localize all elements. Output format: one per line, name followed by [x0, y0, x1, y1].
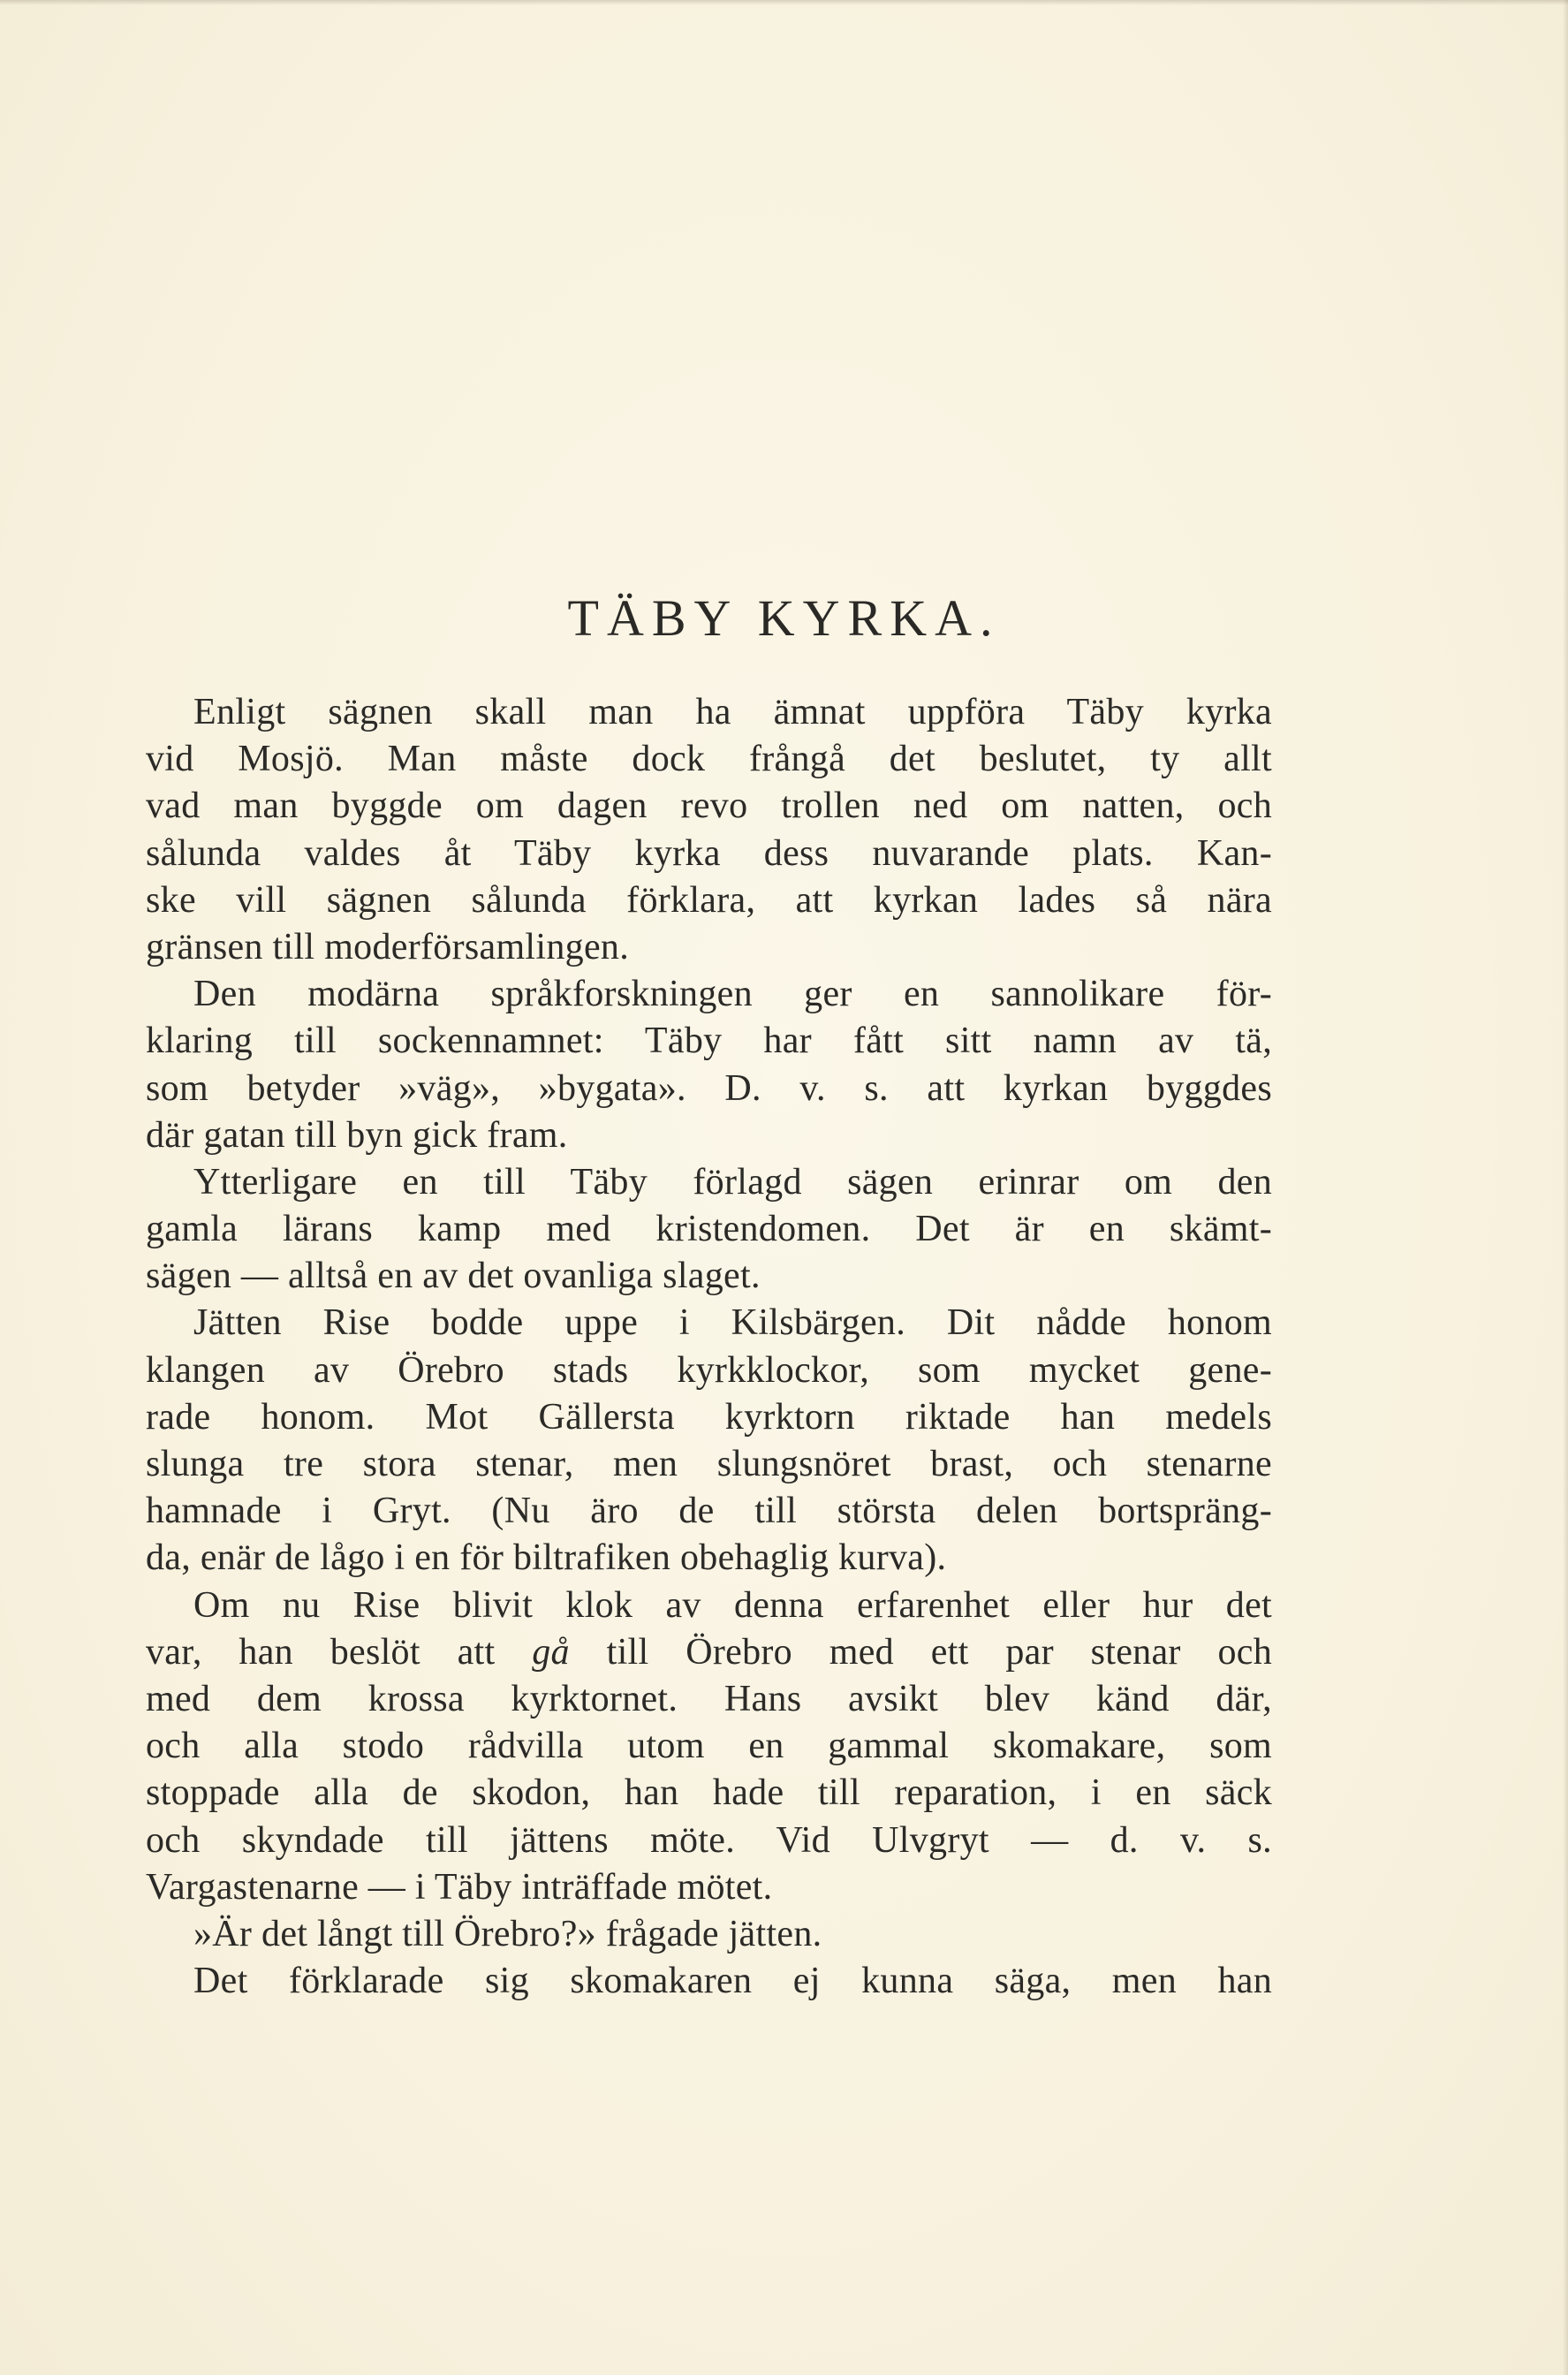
page-edge-shadow-top	[0, 0, 1568, 5]
text-line: Enligt sägnen skall man ha ämnat uppföra Täby kyrka	[193, 692, 1272, 732]
text-line: klangen av Örebro stads kyrkklockor, som mycket gene-	[146, 1349, 1272, 1391]
emphasized-word: gå	[532, 1631, 570, 1673]
text-line: slunga tre stora stenar, men slungsnöret brast, och stenarne	[146, 1444, 1272, 1484]
text-line: Det förklarade sig skomakaren ej kunna säga, men han	[193, 1961, 1272, 2002]
text-line: och alla stodo rådvilla utom en gammal skomakare, som	[146, 1726, 1272, 1767]
text-line: sägen — alltså en av det ovanliga slaget.	[146, 1256, 761, 1297]
text-line: vad man byggde om dagen revo trollen ned om natten, och	[146, 785, 1272, 827]
text-fragment: var, han beslöt att	[146, 1631, 496, 1673]
text-line: ske vill sägnen sålunda förklara, att kyrkan lades så nära	[146, 879, 1272, 921]
text-line: gränsen till moderförsamlingen.	[146, 926, 629, 967]
body-text	[146, 689, 1272, 2005]
text-line: och skyndade till jättens möte. Vid Ulvgryt — d. v. s.	[146, 1819, 1272, 1861]
text-line: rade honom. Mot Gällersta kyrktorn riktade han medels	[146, 1396, 1272, 1438]
text-line: Vargastenarne — i Täby inträffade mötet.	[146, 1866, 773, 1908]
text-line: där gatan till byn gick fram.	[146, 1114, 568, 1156]
text-line: sålunda valdes åt Täby kyrka dess nuvarande plats. Kan-	[146, 832, 1272, 874]
text-line: som betyder »väg», »bygata». D. v. s. att kyrkan byggdes	[146, 1067, 1272, 1109]
text-line: vid Mosjö. Man måste dock frångå det beslutet, ty allt	[146, 739, 1272, 780]
text-line: Den modärna språkforskningen ger en sannolikare för-	[193, 974, 1272, 1015]
text-line: gamla lärans kamp med kristendomen. Det är en skämt-	[146, 1209, 1272, 1250]
text-fragment: till Örebro med ett par stenar och	[606, 1631, 1273, 1673]
text-line: Om nu Rise blivit klok av denna erfarenhet eller hur det	[193, 1584, 1272, 1626]
text-line: Jätten Rise bodde uppe i Kilsbärgen. Dit nådde honom	[193, 1302, 1272, 1344]
text-line: hamnade i Gryt. (Nu äro de till största delen bortspräng-	[146, 1491, 1272, 1532]
text-line: da, enär de lågo i en för biltrafiken obehaglig kurva).	[146, 1537, 947, 1579]
text-line: Ytterligare en till Täby förlagd sägen erinrar om den	[193, 1161, 1272, 1203]
text-line-mixed	[146, 1629, 1272, 1676]
text-line: med dem krossa kyrktornet. Hans avsikt blev känd där,	[146, 1678, 1272, 1719]
text-line: klaring till sockennamnet: Täby har fått sitt namn av tä,	[146, 1021, 1272, 1062]
page-title: TÄBY KYRKA.	[567, 589, 1001, 647]
text-line: »Är det långt till Örebro?» frågade jätten.	[193, 1913, 822, 1954]
page-edge-shadow-right	[1563, 0, 1568, 2375]
text-line: stoppade alla de skodon, han hade till reparation, i en säck	[146, 1772, 1272, 1814]
